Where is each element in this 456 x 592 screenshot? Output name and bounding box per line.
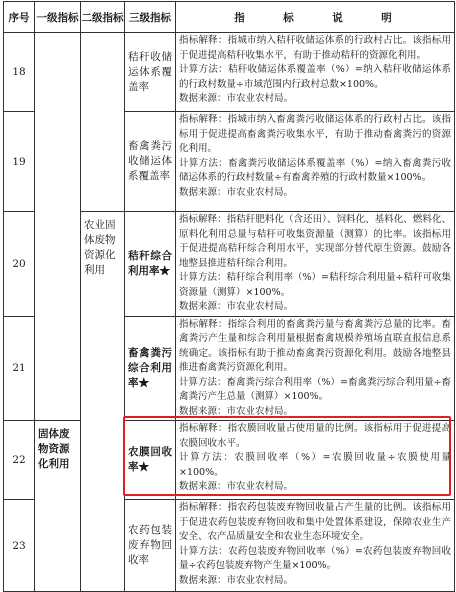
level2-group-label: 农业固体废物资源化利用	[81, 212, 125, 592]
table-header-row	[4, 2, 455, 33]
indicator-description: 指标解释：指秸秆肥料化（含还田）、饲料化、基料化、燃料化、原料化利用总量与秸秆可收集资源量（测算）的比率。该指标用于促进提高秸秆综合利用水平，实现部分替代原生资源。鼓励各地整县推进秸秆综合利用。 计算方法：秸秆综合利用率（%）=秸秆综合利用量÷秸秆可收集资源量（测算）×100%。 数据来源：市农业农村局。	[176, 212, 455, 317]
header-level2: 二级指标	[81, 2, 125, 33]
indicator-description: 指标解释：指城市纳入畜禽粪污收储运体系的行政村占比。该指标用于促进提高畜禽粪污收集水平，有助于推动畜禽粪污的资源化利用。 计算方法：畜禽粪污收储运体系覆盖率（%）=纳入畜禽粪污收储运体系的行政村数量÷有畜禽养殖的行政村数量×100%。 数据来源：市农业农村局。	[176, 112, 455, 212]
level3-label: 秸秆收储运体系覆盖率	[125, 33, 176, 112]
row-number: 20	[4, 212, 35, 317]
header-level3: 三级指标	[125, 2, 176, 33]
level1-group-label: 固体废物资源化利用	[35, 421, 81, 592]
indicator-description: 指标解释：指农药包装废弃物回收量占产生量的比例。该指标用于促进农药包装废弃物回收和集中处置体系建设，保障农业生产安全、农产品质量安全和农业生态环境安全。 计算方法：农药包装废弃物回收率（%）=农药包装废弃物回收量÷农药包装废弃物产生量×100%。 数据来源：市农业农村局。	[176, 500, 455, 592]
row-number: 21	[4, 316, 35, 421]
level3-label: 畜禽粪污收储运体系覆盖率	[125, 112, 176, 212]
indicator-description: 指标解释：指农膜回收量占使用量的比例。该指标用于促进提高农膜回收水平。 计算方法：农膜回收率（%）=农膜回收量÷农膜使用量×100%。 数据来源：市农业农村局。	[176, 421, 455, 500]
header-seq: 序号	[4, 2, 35, 33]
table-row	[4, 421, 455, 500]
indicator-description: 指标解释：指综合利用的畜禽粪污量与畜禽粪污总量的比率。畜禽粪污产生量和综合利用量根据畜禽规模养殖场直联直报信息系统确定。该指标有助于推动畜禽粪污资源化利用。鼓励各地整县推进畜禽粪污资源化利用。 计算方法：畜禽粪污综合利用率（%）=畜禽粪污综合利用量÷畜禽粪污产生总量（测算）×100%。 数据来源：市农业农村局。	[176, 316, 455, 421]
level1-empty-cell	[35, 33, 81, 421]
level2-empty-cell	[81, 33, 125, 212]
level3-label: 农膜回收率★	[125, 421, 176, 500]
header-desc: 指 标 说 明	[176, 2, 455, 33]
row-number: 23	[4, 500, 35, 592]
row-number: 18	[4, 33, 35, 112]
indicator-description: 指标解释：指城市纳入秸秆收储运体系的行政村占比。该指标用于促进提高秸秆收集水平，有助于推动秸秆的资源化利用。 计算方法：秸秆收储运体系覆盖率（%）=纳入秸秆收储运体系的行政村数量÷市域范围内行政村总数×100%。 数据来源：市农业农村局。	[176, 33, 455, 112]
header-level1: 一级指标	[35, 2, 81, 33]
row-number: 19	[4, 112, 35, 212]
indicator-table	[3, 1, 455, 592]
table-row	[4, 33, 455, 112]
level3-label: 畜禽粪污综合利用率★	[125, 316, 176, 421]
row-number: 22	[4, 421, 35, 500]
level3-label: 秸秆综合利用率★	[125, 212, 176, 317]
level3-label: 农药包装废弃物回收率	[125, 500, 176, 592]
